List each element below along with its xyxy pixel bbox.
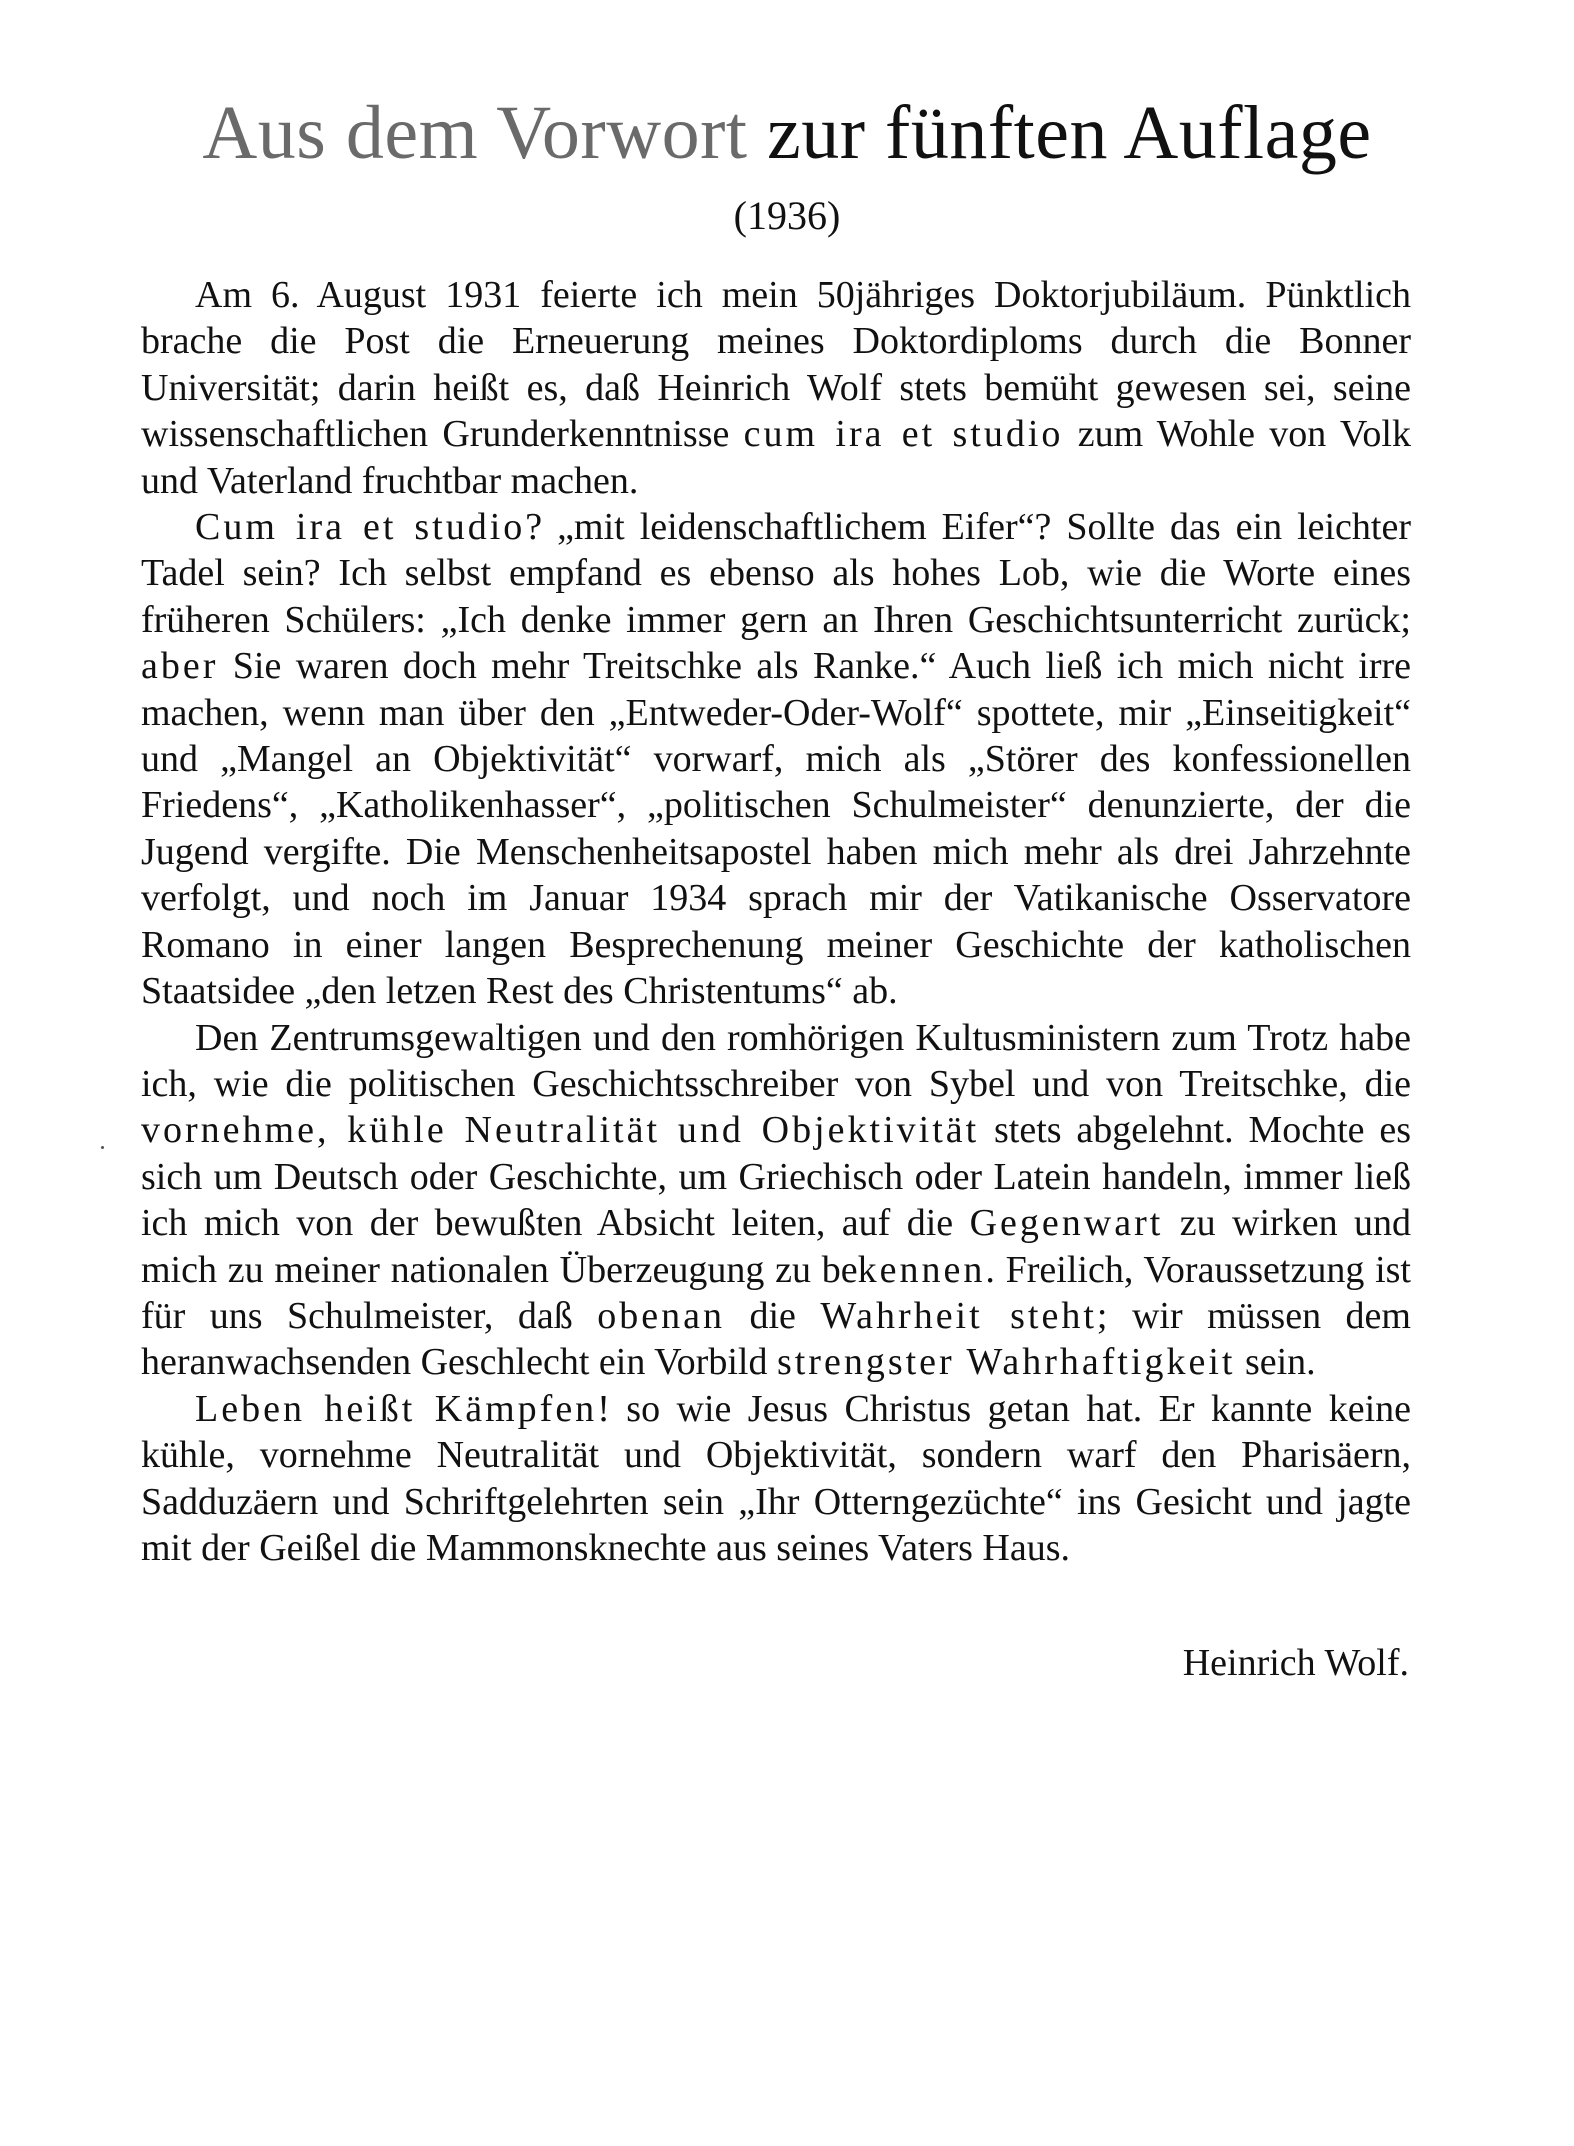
- paragraph-text: sein.: [1235, 1341, 1316, 1384]
- document-title-main-part: zur fünften Auflage: [747, 91, 1372, 175]
- paragraph-text: . Freilich, Voraussetzung ist für uns Schulmeister, daß: [141, 1248, 1411, 1337]
- paragraph-text: stets abgelehnt. Mochte es sich um Deutsch oder Geschichte, um Griechisch oder Latein handeln, immer ließ ich mich von der bewußten Absicht leiten, auf die: [141, 1109, 1411, 1245]
- emphasized-text: strengster Wahrhaftigkeit: [776, 1341, 1236, 1384]
- emphasized-text: Cum ira et studio: [195, 506, 526, 549]
- paragraph-text: ! so wie Jesus Christus getan hat. Er kannte keine kühle, vornehme Neutralität und Objektivität, sondern warf den Pharisäern, Sadduzäern und Schriftgelehrten sein „Ihr Otterngezüchte“ ins Gesicht und jagte mit der Geißel die Mammonsknechte aus seines Vaters Haus.: [141, 1387, 1412, 1569]
- paragraph-text: zu wirken und mich zu meiner nationalen Überzeugung zu be: [141, 1202, 1412, 1291]
- document-title: [0, 92, 1574, 176]
- emphasized-text: cum ira et studio: [743, 413, 1064, 456]
- paragraph-text: Am 6. August 1931 feierte ich mein 50jähriges Doktorjubiläum. Pünktlich brache die Post die Erneuerung meines Doktordiploms durch die Bonner Universität; darin heißt es, daß Heinrich Wolf stets bemüht gewesen sei, seine wissenschaftlichen Grunderkenntnisse: [141, 274, 1411, 456]
- paragraph-text: ; wir müssen dem heranwachsenden Geschlecht ein Vorbild: [141, 1294, 1411, 1384]
- document-year: (1936): [733, 193, 841, 238]
- document-body: [141, 272, 1411, 1571]
- emphasized-text: obenan: [597, 1294, 725, 1337]
- emphasized-text: Leben heißt Kämpfen: [195, 1387, 598, 1430]
- body-paragraph: [141, 272, 1411, 504]
- body-paragraph: [141, 1386, 1411, 1572]
- document-title-faded-part: Aus dem Vorwort: [202, 91, 748, 175]
- author-signature: Heinrich Wolf.: [1182, 1642, 1409, 1684]
- paragraph-text: Den Zentrumsgewaltigen und den romhörigen Kultusministern zum Trotz habe ich, wie die politischen Geschichtsschreiber von Sybel und von Treitschke, die: [141, 1016, 1411, 1105]
- emphasized-text: vornehme, kühle Neutralität und Objektivität: [141, 1109, 980, 1152]
- paragraph-text: ? „mit leidenschaftlichem Eifer“? Sollte das ein leichter Tadel sein? Ich selbst empfand es ebenso als hohes Lob, wie die Worte eines früheren Schülers: „Ich denke immer gern an Ihren Geschichtsunterricht zurück;: [141, 506, 1411, 641]
- paragraph-text: zum Wohle von Volk und Vaterland fruchtbar machen.: [141, 413, 1411, 502]
- emphasized-text: kennen: [857, 1248, 986, 1291]
- body-paragraph: [141, 1015, 1411, 1386]
- emphasized-text: Gegenwart: [969, 1202, 1164, 1245]
- paragraph-text: Sie waren doch mehr Treitschke als Ranke.“ Auch ließ ich mich nicht irre machen, wenn man über den „Entweder-Oder-Wolf“ spottete, mir „Einseitigkeit“ und „Mangel an Objektivität“ vorwarf, mich als „Störer des konfessionellen Friedens“, „Katholikenhasser“, „politischen Schulmeister“ denunzierte, der die Jugend vergifte. Die Menschenheitsapostel haben mich mehr als drei Jahrzehnte verfolgt, und noch im Januar 1934 sprach mir der Vatikanische Osservatore Romano in einer langen Besprechenung meiner Geschichte der katholischen Staatsidee „den letzen Rest des Christentums“ ab.: [141, 645, 1411, 1013]
- body-paragraph: [141, 504, 1411, 1014]
- scan-speck: [101, 1146, 104, 1149]
- emphasized-text: aber: [141, 645, 219, 688]
- paragraph-text: die: [724, 1294, 821, 1337]
- emphasized-text: Wahrheit steht: [820, 1294, 1097, 1337]
